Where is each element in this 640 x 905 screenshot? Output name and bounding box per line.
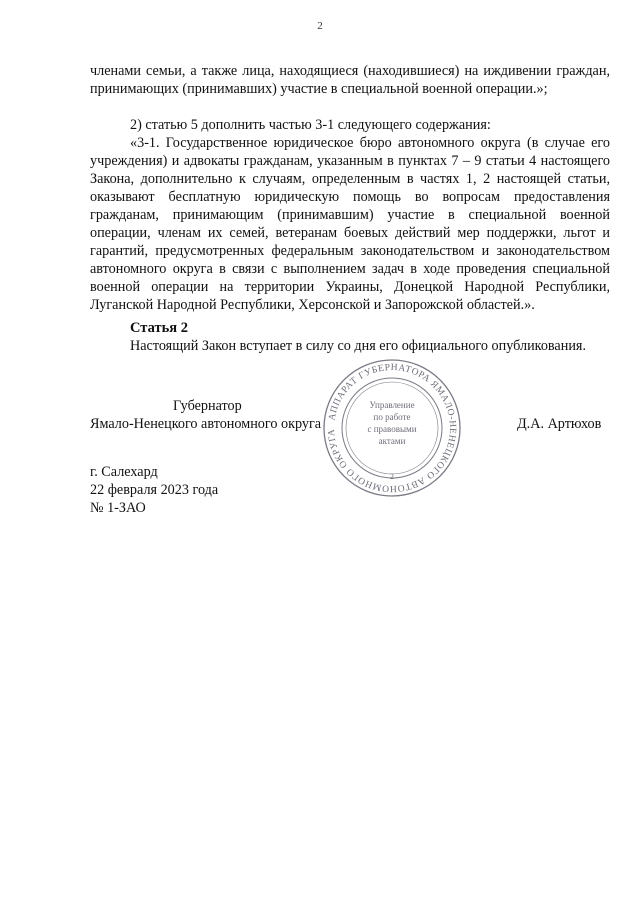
- paragraph-part-3-1: [90, 134, 610, 314]
- stamp-number: 2: [390, 472, 394, 481]
- signatory-title: Губернатор: [173, 398, 242, 414]
- paragraph-item-2: [90, 116, 610, 134]
- paragraph-text: 2) статью 5 дополнить частью 3-1 следующего содержания:: [130, 117, 491, 133]
- stamp-ring-text: АППАРАТ ГУБЕРНАТОРА ЯМАЛО-НЕНЕЦКОГО АВТОНОМНОГО ОКРУГА: [326, 362, 458, 494]
- paragraph-text: «3-1. Государственное юридическое бюро автономного округа (в случае его учреждения) и адвокаты гражданам, указанным в пунктах 7 – 9 статьи 4 настоящего Закона, дополнительно к случаям, определенным в частях 1, 2 настоящей статьи, оказывают бесплатную юридическую помощь во вопросам предоставления гражданам, принимающим (принимавшим) участие в специальной военной операции, членам их семей, ветеранам боевых действий мер поддержки, льгот и гарантий, предусмотренных федеральным законодательством и законодательством автономного округа в связи с выполнением задач в ходе проведения специальной военной операции на территории Украины, Донецкой Народной Республики, Луганской Народной Республики, Херсонской и Запорожской областей.».: [90, 135, 610, 313]
- signatory-region: Ямало-Ненецкого автономного округа: [90, 416, 322, 432]
- page-number: 2: [317, 20, 323, 32]
- article-title: Статья 2: [130, 320, 188, 336]
- stamp-inner-line-4: актами: [378, 436, 406, 446]
- article-text: Настоящий Закон вступает в силу со дня его официального опубликования.: [130, 338, 586, 354]
- stamp-inner-line-1: Управление: [369, 400, 415, 410]
- document-number: № 1-ЗАО: [90, 500, 146, 516]
- paragraph-text: членами семьи, а также лица, находящиеся (находившиеся) на иждивении граждан, принимающих (принимавших) участие в специальной военной операции.»;: [90, 63, 610, 97]
- document-city: г. Салехард: [90, 464, 158, 480]
- stamp-inner-line-3: с правовыми: [367, 424, 417, 434]
- document-date: 22 февраля 2023 года: [90, 482, 219, 498]
- paragraph-continuation: [90, 62, 610, 98]
- stamp-inner-line-2: по работе: [373, 412, 411, 422]
- signatory-name: Д.А. Артюхов: [517, 416, 602, 432]
- document-footer: [90, 463, 218, 517]
- official-stamp: [312, 358, 472, 498]
